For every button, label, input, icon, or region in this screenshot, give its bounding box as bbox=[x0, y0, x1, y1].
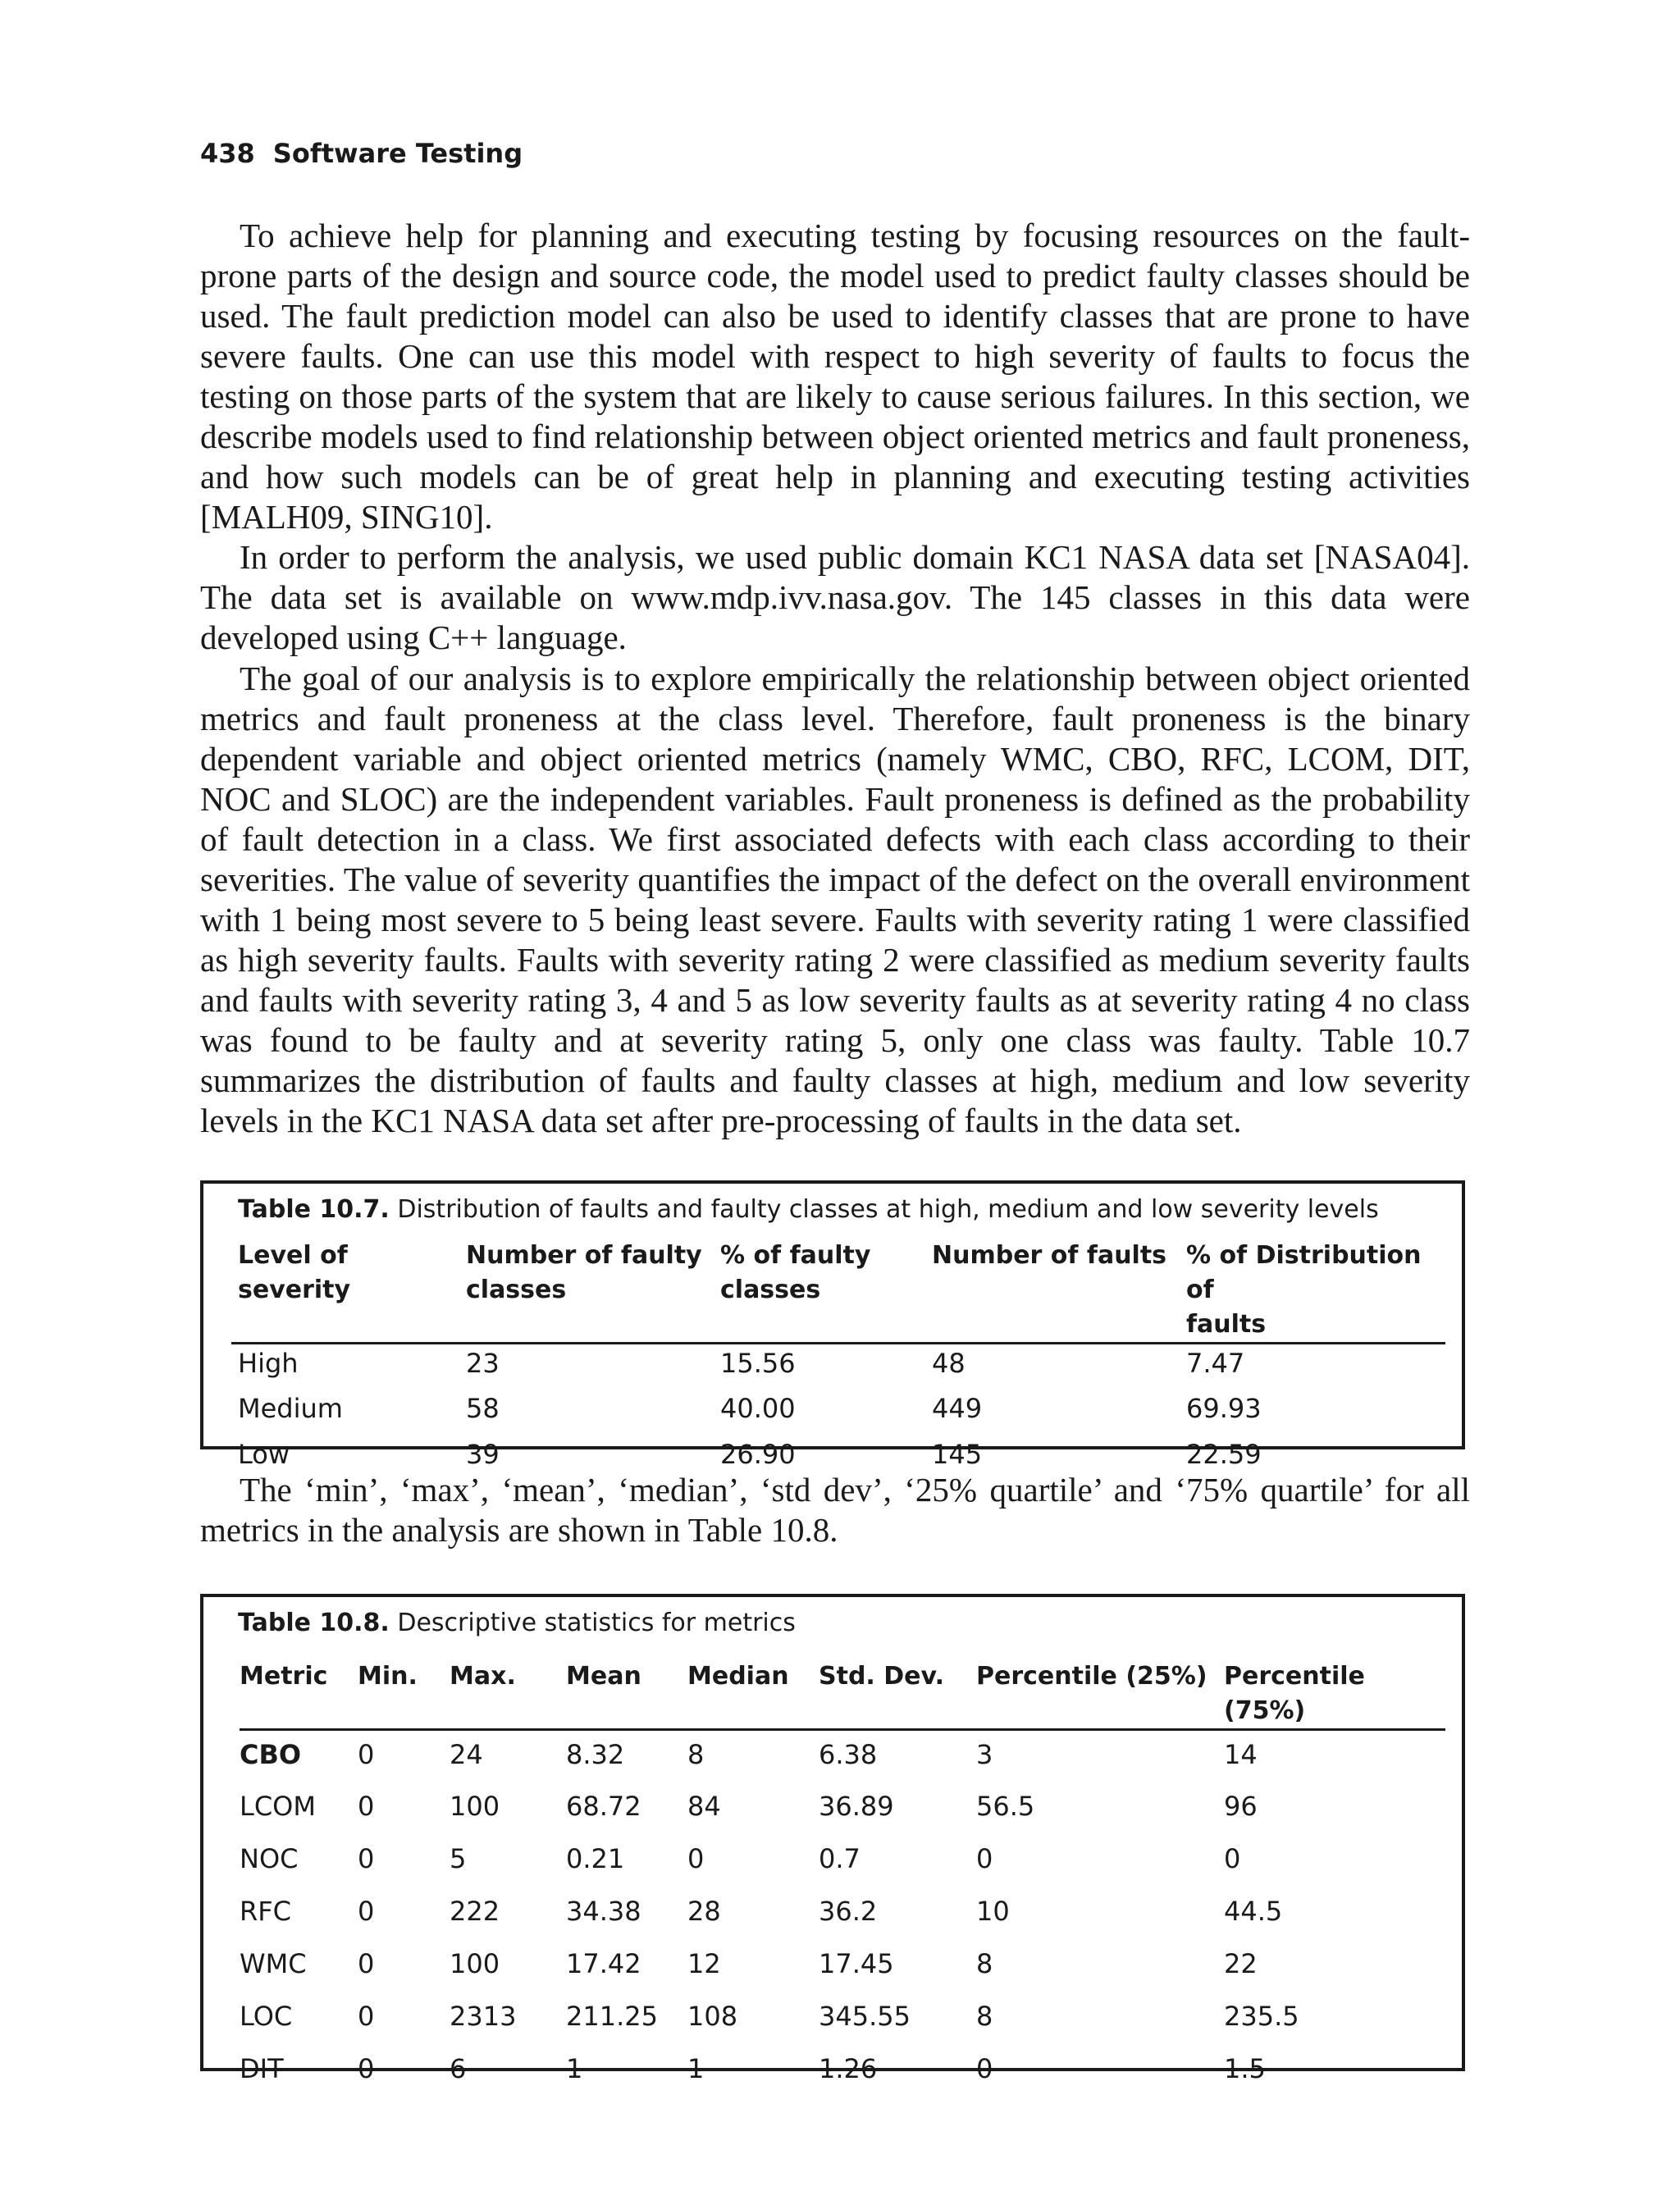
column-header: Number of faults bbox=[925, 1239, 1180, 1344]
table-cell: 0 bbox=[976, 1842, 993, 1874]
table-cell: 56.5 bbox=[976, 1790, 1035, 1822]
table-cell: 96 bbox=[1224, 1790, 1258, 1822]
table-cell: 26.90 bbox=[720, 1438, 796, 1470]
table-cell: 22.59 bbox=[1186, 1438, 1262, 1470]
paragraph-analysis-goal: The goal of our analysis is to explore empirically the relationship between object oriented metrics and fault proneness at the class level. Therefore, fault proneness is the binary dependent variable and object oriented metrics (namely WMC, CBO, RFC, LCOM, DIT, NOC and SLOC) are the independent variables. Fault proneness is defined as the probability of fault detection in a class. We first associated defects with each class according to their severities. The value of severity quantifies the impact of the defect on the overall environment with 1 being most severe to 5 being least severe. Faults with severity rating 1 were classified as high severity faults. Faults with severity rating 2 were classified as medium severity faults and faults with severity rating 3, 4 and 5 as low severity faults as at severity rating 4 no class was found to be faulty and at severity rating 5, only one class was faulty. Table 10.7 summarizes the distribution of faults and faulty classes at high, medium and low severity levels in the KC1 NASA data set after pre-processing of faults in the data set. bbox=[200, 660, 1470, 1139]
table-caption bbox=[238, 1195, 1379, 1224]
table-cell: 0 bbox=[976, 2052, 993, 2084]
table-cell: 0 bbox=[1224, 1842, 1241, 1874]
paragraph-fault-prediction: To achieve help for planning and executing testing by focusing resources on the fault-prone parts of the design and source code, the model used to predict faulty classes should be used. The fault prediction model can also be used to identify classes that are prone to have severe faults. One can use this model with respect to high severity of faults to focus the testing on those parts of the system that are likely to cause serious failures. In this section, we describe models used to find relationship between object oriented metrics and fault proneness, and how such models can be of great help in planning and executing testing activities [MALH09, SING10]. bbox=[200, 217, 1470, 536]
column-header: Number of faulty classes bbox=[459, 1239, 714, 1344]
table-cell: 7.47 bbox=[1186, 1348, 1245, 1379]
table-cell: 36.2 bbox=[819, 1895, 878, 1927]
paragraph-statistics-intro: The ‘min’, ‘max’, ‘mean’, ‘median’, ‘std dev’, ‘25% quartile’ and ‘75% quartile’ for all metrics in the analysis are shown in Table 10.8. bbox=[200, 1471, 1470, 1549]
table-cell: 69.93 bbox=[1186, 1392, 1262, 1424]
table-cell: 1 bbox=[687, 2052, 705, 2084]
table-cell: 0.7 bbox=[819, 1842, 861, 1874]
table-caption-text: Descriptive statistics for metrics bbox=[397, 1609, 796, 1637]
table-severity-distribution bbox=[200, 1180, 1465, 1470]
table-cell: 28 bbox=[687, 1895, 721, 1927]
column-header: Metric bbox=[240, 1655, 358, 1730]
table-cell: 100 bbox=[450, 1947, 500, 1979]
table-cell: 8.32 bbox=[566, 1739, 625, 1770]
table-caption-label: Table 10.8. bbox=[238, 1609, 390, 1637]
column-header: Percentile (75%) bbox=[1224, 1655, 1445, 1730]
table-cell: 15.56 bbox=[720, 1348, 796, 1379]
table-cell: 222 bbox=[450, 1895, 500, 1927]
table-header-row bbox=[240, 1655, 1445, 1730]
table-cell: Low bbox=[238, 1438, 290, 1470]
table-cell: NOC bbox=[240, 1842, 299, 1874]
table-cell: LOC bbox=[240, 2000, 293, 2032]
table-cell: 10 bbox=[976, 1895, 1010, 1927]
table-cell: 0 bbox=[358, 1739, 375, 1770]
table-cell: 8 bbox=[976, 1947, 993, 1979]
table-cell: 0 bbox=[358, 1895, 375, 1927]
table-cell: 0.21 bbox=[566, 1842, 625, 1874]
table-row bbox=[240, 1782, 1445, 1835]
table-cell: 68.72 bbox=[566, 1790, 641, 1822]
book-title: Software Testing bbox=[272, 138, 523, 169]
table-caption-label: Table 10.7. bbox=[238, 1195, 390, 1224]
table-cell: 0 bbox=[358, 2052, 375, 2084]
table-cell: RFC bbox=[240, 1895, 291, 1927]
table-cell: CBO bbox=[240, 1739, 302, 1770]
table-cell: 145 bbox=[932, 1438, 983, 1470]
table-cell: 40.00 bbox=[720, 1392, 796, 1424]
paragraph-data-set: In order to perform the analysis, we used public domain KC1 NASA data set [NASA04]. The data set is available on www.mdp.ivv.nasa.gov. The 145 classes in this data were developed using C++ language. bbox=[200, 538, 1470, 656]
table-cell: 0 bbox=[687, 1842, 705, 1874]
column-header: Median bbox=[687, 1655, 819, 1730]
table-cell: 6.38 bbox=[819, 1739, 878, 1770]
running-head bbox=[200, 138, 523, 169]
table-cell: 5 bbox=[450, 1842, 467, 1874]
table-cell: 24 bbox=[450, 1739, 483, 1770]
table-cell: 17.42 bbox=[566, 1947, 641, 1979]
table-cell: 17.45 bbox=[819, 1947, 894, 1979]
column-header: % of Distribution of faults bbox=[1180, 1239, 1445, 1344]
table-row bbox=[240, 1887, 1445, 1940]
table-cell: LCOM bbox=[240, 1790, 316, 1822]
table-cell: 36.89 bbox=[819, 1790, 894, 1822]
table-row bbox=[231, 1344, 1445, 1390]
severity-table bbox=[231, 1239, 1445, 1481]
table-cell: 6 bbox=[450, 2052, 467, 2084]
table-cell: 449 bbox=[932, 1392, 983, 1424]
table-cell: 22 bbox=[1224, 1947, 1258, 1979]
table-cell: 3 bbox=[976, 1739, 993, 1770]
table-row bbox=[240, 1992, 1445, 2045]
table-cell: Medium bbox=[238, 1392, 343, 1424]
column-header: % of faulty classes bbox=[714, 1239, 925, 1344]
table-cell: 1.5 bbox=[1224, 2052, 1266, 2084]
table-cell: 0 bbox=[358, 1790, 375, 1822]
table-cell: 58 bbox=[466, 1392, 500, 1424]
table-cell: 8 bbox=[687, 1739, 705, 1770]
table-cell: 23 bbox=[466, 1348, 500, 1379]
table-cell: 235.5 bbox=[1224, 2000, 1299, 2032]
table-cell: 34.38 bbox=[566, 1895, 641, 1927]
table-row bbox=[240, 2045, 1445, 2097]
column-header: Std. Dev. bbox=[819, 1655, 976, 1730]
column-header: Min. bbox=[358, 1655, 450, 1730]
table-cell: 211.25 bbox=[566, 2000, 658, 2032]
table-cell: 0 bbox=[358, 1947, 375, 1979]
table-cell: 345.55 bbox=[819, 2000, 911, 2032]
column-header: Mean bbox=[566, 1655, 687, 1730]
table-row bbox=[240, 1835, 1445, 1887]
table-cell: 1 bbox=[566, 2052, 583, 2084]
column-header: Percentile (25%) bbox=[976, 1655, 1224, 1730]
table-cell: 8 bbox=[976, 2000, 993, 2032]
column-header: Level of severity bbox=[231, 1239, 459, 1344]
page-number: 438 bbox=[200, 138, 255, 169]
table-row bbox=[240, 1940, 1445, 1992]
table-cell: High bbox=[238, 1348, 299, 1379]
statistics-table bbox=[240, 1655, 1445, 2097]
table-cell: DIT bbox=[240, 2052, 284, 2084]
table-cell: 0 bbox=[358, 1842, 375, 1874]
table-caption bbox=[238, 1609, 796, 1637]
table-cell: 39 bbox=[466, 1438, 500, 1470]
column-header: Max. bbox=[450, 1655, 566, 1730]
table-row bbox=[231, 1390, 1445, 1435]
table-cell: 108 bbox=[687, 2000, 738, 2032]
table-cell: 1.26 bbox=[819, 2052, 878, 2084]
table-cell: 44.5 bbox=[1224, 1895, 1283, 1927]
table-descriptive-statistics bbox=[200, 1594, 1465, 2084]
table-cell: 2313 bbox=[450, 2000, 517, 2032]
table-row bbox=[240, 1730, 1445, 1782]
table-header-row bbox=[231, 1239, 1445, 1344]
table-cell: WMC bbox=[240, 1947, 307, 1979]
table-cell: 0 bbox=[358, 2000, 375, 2032]
table-cell: 48 bbox=[932, 1348, 966, 1379]
table-cell: 12 bbox=[687, 1947, 721, 1979]
table-cell: 100 bbox=[450, 1790, 500, 1822]
table-cell: 84 bbox=[687, 1790, 721, 1822]
table-caption-text: Distribution of faults and faulty classes at high, medium and low severity levels bbox=[397, 1195, 1379, 1224]
table-cell: 14 bbox=[1224, 1739, 1258, 1770]
